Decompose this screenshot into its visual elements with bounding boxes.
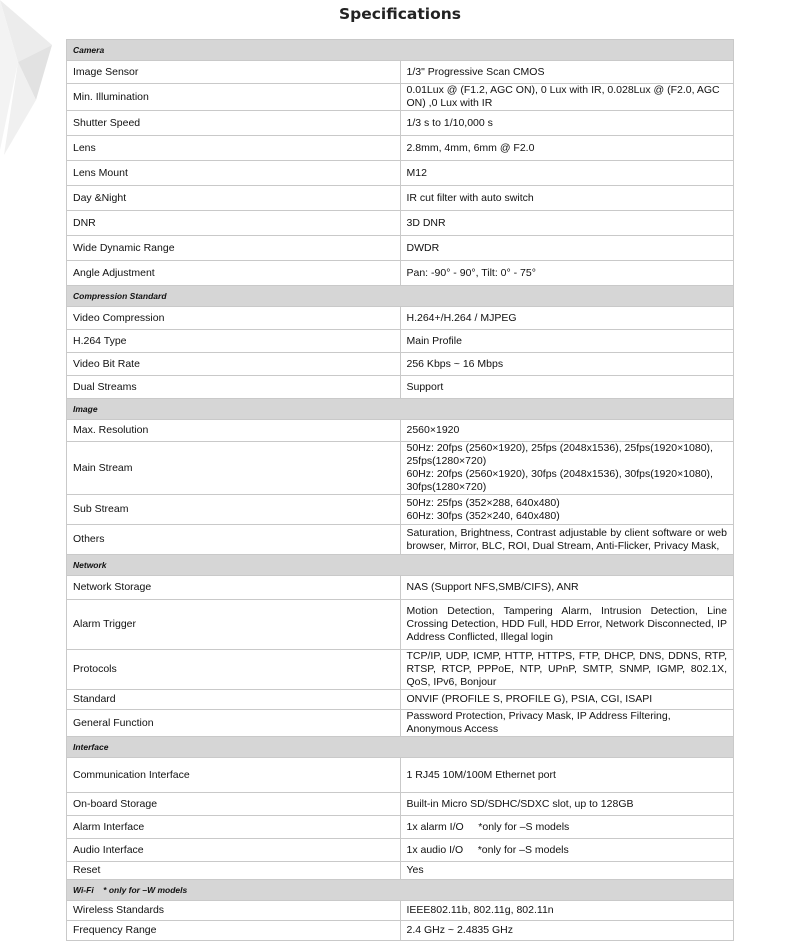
section-title: Interface — [67, 737, 734, 758]
row-label: Min. Illumination — [67, 84, 401, 111]
table-row — [67, 353, 734, 376]
row-label: Alarm Interface — [67, 816, 401, 839]
row-label: Wide Dynamic Range — [67, 236, 401, 261]
row-label: General Function — [67, 710, 401, 737]
row-label: Shutter Speed — [67, 111, 401, 136]
value-line: 60Hz: 30fps (352×240, 640x480) — [406, 509, 560, 522]
section-header-image — [67, 399, 734, 420]
row-label: Frequency Range — [67, 921, 401, 941]
row-label: Main Stream — [67, 442, 401, 495]
row-value: IR cut filter with auto switch — [400, 186, 734, 211]
table-row — [67, 84, 734, 111]
section-name: Wi-Fi — [73, 884, 94, 895]
row-label: Lens — [67, 136, 401, 161]
row-label: Standard — [67, 690, 401, 710]
row-label: H.264 Type — [67, 330, 401, 353]
table-row — [67, 261, 734, 286]
section-title: Image — [67, 399, 734, 420]
row-value: Support — [400, 376, 734, 399]
table-row — [67, 525, 734, 555]
row-label: Audio Interface — [67, 839, 401, 862]
section-header-interface — [67, 737, 734, 758]
row-label: Wireless Standards — [67, 901, 401, 921]
table-row — [67, 211, 734, 236]
table-row — [67, 376, 734, 399]
table-row — [67, 839, 734, 862]
section-note: * only for –W models — [103, 884, 188, 895]
section-header-wifi — [67, 880, 734, 901]
row-value: ONVIF (PROFILE S, PROFILE G), PSIA, CGI, ISAPI — [400, 690, 734, 710]
row-value: 1x audio I/O *only for –S models — [400, 839, 734, 862]
section-title: Camera — [67, 40, 734, 61]
table-row — [67, 330, 734, 353]
table-row — [67, 901, 734, 921]
row-label: Sub Stream — [67, 495, 401, 525]
table-row — [67, 111, 734, 136]
table-row — [67, 420, 734, 442]
row-label: Angle Adjustment — [67, 261, 401, 286]
row-value: Built-in Micro SD/SDHC/SDXC slot, up to 128GB — [400, 793, 734, 816]
row-value: Saturation, Brightness, Contrast adjustable by client software or web browser, Mirror, BLC, ROI, Dual Stream, Anti-Flicker, Privacy Mask, — [400, 525, 734, 555]
decorative-triangle-logo — [0, 0, 70, 160]
table-row — [67, 307, 734, 330]
row-value: DWDR — [400, 236, 734, 261]
row-label: Day &Night — [67, 186, 401, 211]
value-line: 60Hz: 20fps (2560×1920), 30fps (2048x1536), 30fps(1920×1080), 30fps(1280×720) — [406, 468, 713, 493]
row-value: 1/3" Progressive Scan CMOS — [400, 61, 734, 84]
row-label: Reset — [67, 862, 401, 880]
row-value: Pan: -90° - 90°, Tilt: 0° - 75° — [400, 261, 734, 286]
row-value: 1/3 s to 1/10,000 s — [400, 111, 734, 136]
row-value: Password Protection, Privacy Mask, IP Address Filtering, Anonymous Access — [400, 710, 734, 737]
value-line: 50Hz: 20fps (2560×1920), 25fps (2048x1536), 25fps(1920×1080), 25fps(1280×720) — [406, 442, 713, 467]
row-label: Lens Mount — [67, 161, 401, 186]
table-row — [67, 758, 734, 793]
row-value: 1x alarm I/O *only for –S models — [400, 816, 734, 839]
row-value: TCP/IP, UDP, ICMP, HTTP, HTTPS, FTP, DHCP, DNS, DDNS, RTP, RTSP, RTCP, PPPoE, NTP, UPnP, SMTP, SNMP, IGMP, 802.1X, QoS, IPv6, Bonjour — [400, 650, 734, 690]
row-label: DNR — [67, 211, 401, 236]
table-row — [67, 793, 734, 816]
row-value: 3D DNR — [400, 211, 734, 236]
row-label: Protocols — [67, 650, 401, 690]
table-row — [67, 600, 734, 650]
table-row — [67, 442, 734, 495]
row-label: Communication Interface — [67, 758, 401, 793]
row-label: Video Bit Rate — [67, 353, 401, 376]
row-label: Others — [67, 525, 401, 555]
section-header-network — [67, 555, 734, 576]
row-value: IEEE802.11b, 802.11g, 802.11n — [400, 901, 734, 921]
table-row — [67, 710, 734, 737]
row-value: Main Profile — [400, 330, 734, 353]
row-label: Alarm Trigger — [67, 600, 401, 650]
table-row — [67, 186, 734, 211]
table-row — [67, 650, 734, 690]
section-title: Network — [67, 555, 734, 576]
table-row — [67, 690, 734, 710]
row-label: On-board Storage — [67, 793, 401, 816]
table-row — [67, 236, 734, 261]
table-row — [67, 921, 734, 941]
row-value: 0.01Lux @ (F1.2, AGC ON), 0 Lux with IR, 0.028Lux @ (F2.0, AGC ON) ,0 Lux with IR — [400, 84, 734, 111]
row-value — [400, 495, 734, 525]
row-label: Network Storage — [67, 576, 401, 600]
specifications-table — [66, 39, 734, 941]
table-row — [67, 161, 734, 186]
row-value: NAS (Support NFS,SMB/CIFS), ANR — [400, 576, 734, 600]
table-row — [67, 816, 734, 839]
row-value: Yes — [400, 862, 734, 880]
table-row — [67, 862, 734, 880]
row-value: 256 Kbps ~ 16 Mbps — [400, 353, 734, 376]
row-label: Dual Streams — [67, 376, 401, 399]
row-label: Image Sensor — [67, 61, 401, 84]
page-title: Specifications — [338, 5, 462, 23]
row-value: Motion Detection, Tampering Alarm, Intrusion Detection, Line Crossing Detection, HDD Full, HDD Error, Network Disconnected, IP Address Conflicted, Illegal login — [400, 600, 734, 650]
value-line: 50Hz: 25fps (352×288, 640x480) — [406, 496, 560, 509]
table-row — [67, 61, 734, 84]
row-label: Video Compression — [67, 307, 401, 330]
section-header-camera — [67, 40, 734, 61]
row-value: 2.4 GHz ~ 2.4835 GHz — [400, 921, 734, 941]
table-row — [67, 495, 734, 525]
table-row — [67, 576, 734, 600]
section-title — [67, 880, 734, 901]
table-row — [67, 136, 734, 161]
row-value — [400, 442, 734, 495]
row-value: H.264+/H.264 / MJPEG — [400, 307, 734, 330]
row-value: 2560×1920 — [400, 420, 734, 442]
section-title: Compression Standard — [67, 286, 734, 307]
row-value: 1 RJ45 10M/100M Ethernet port — [400, 758, 734, 793]
section-header-compression — [67, 286, 734, 307]
row-value: M12 — [400, 161, 734, 186]
row-label: Max. Resolution — [67, 420, 401, 442]
row-value: 2.8mm, 4mm, 6mm @ F2.0 — [400, 136, 734, 161]
